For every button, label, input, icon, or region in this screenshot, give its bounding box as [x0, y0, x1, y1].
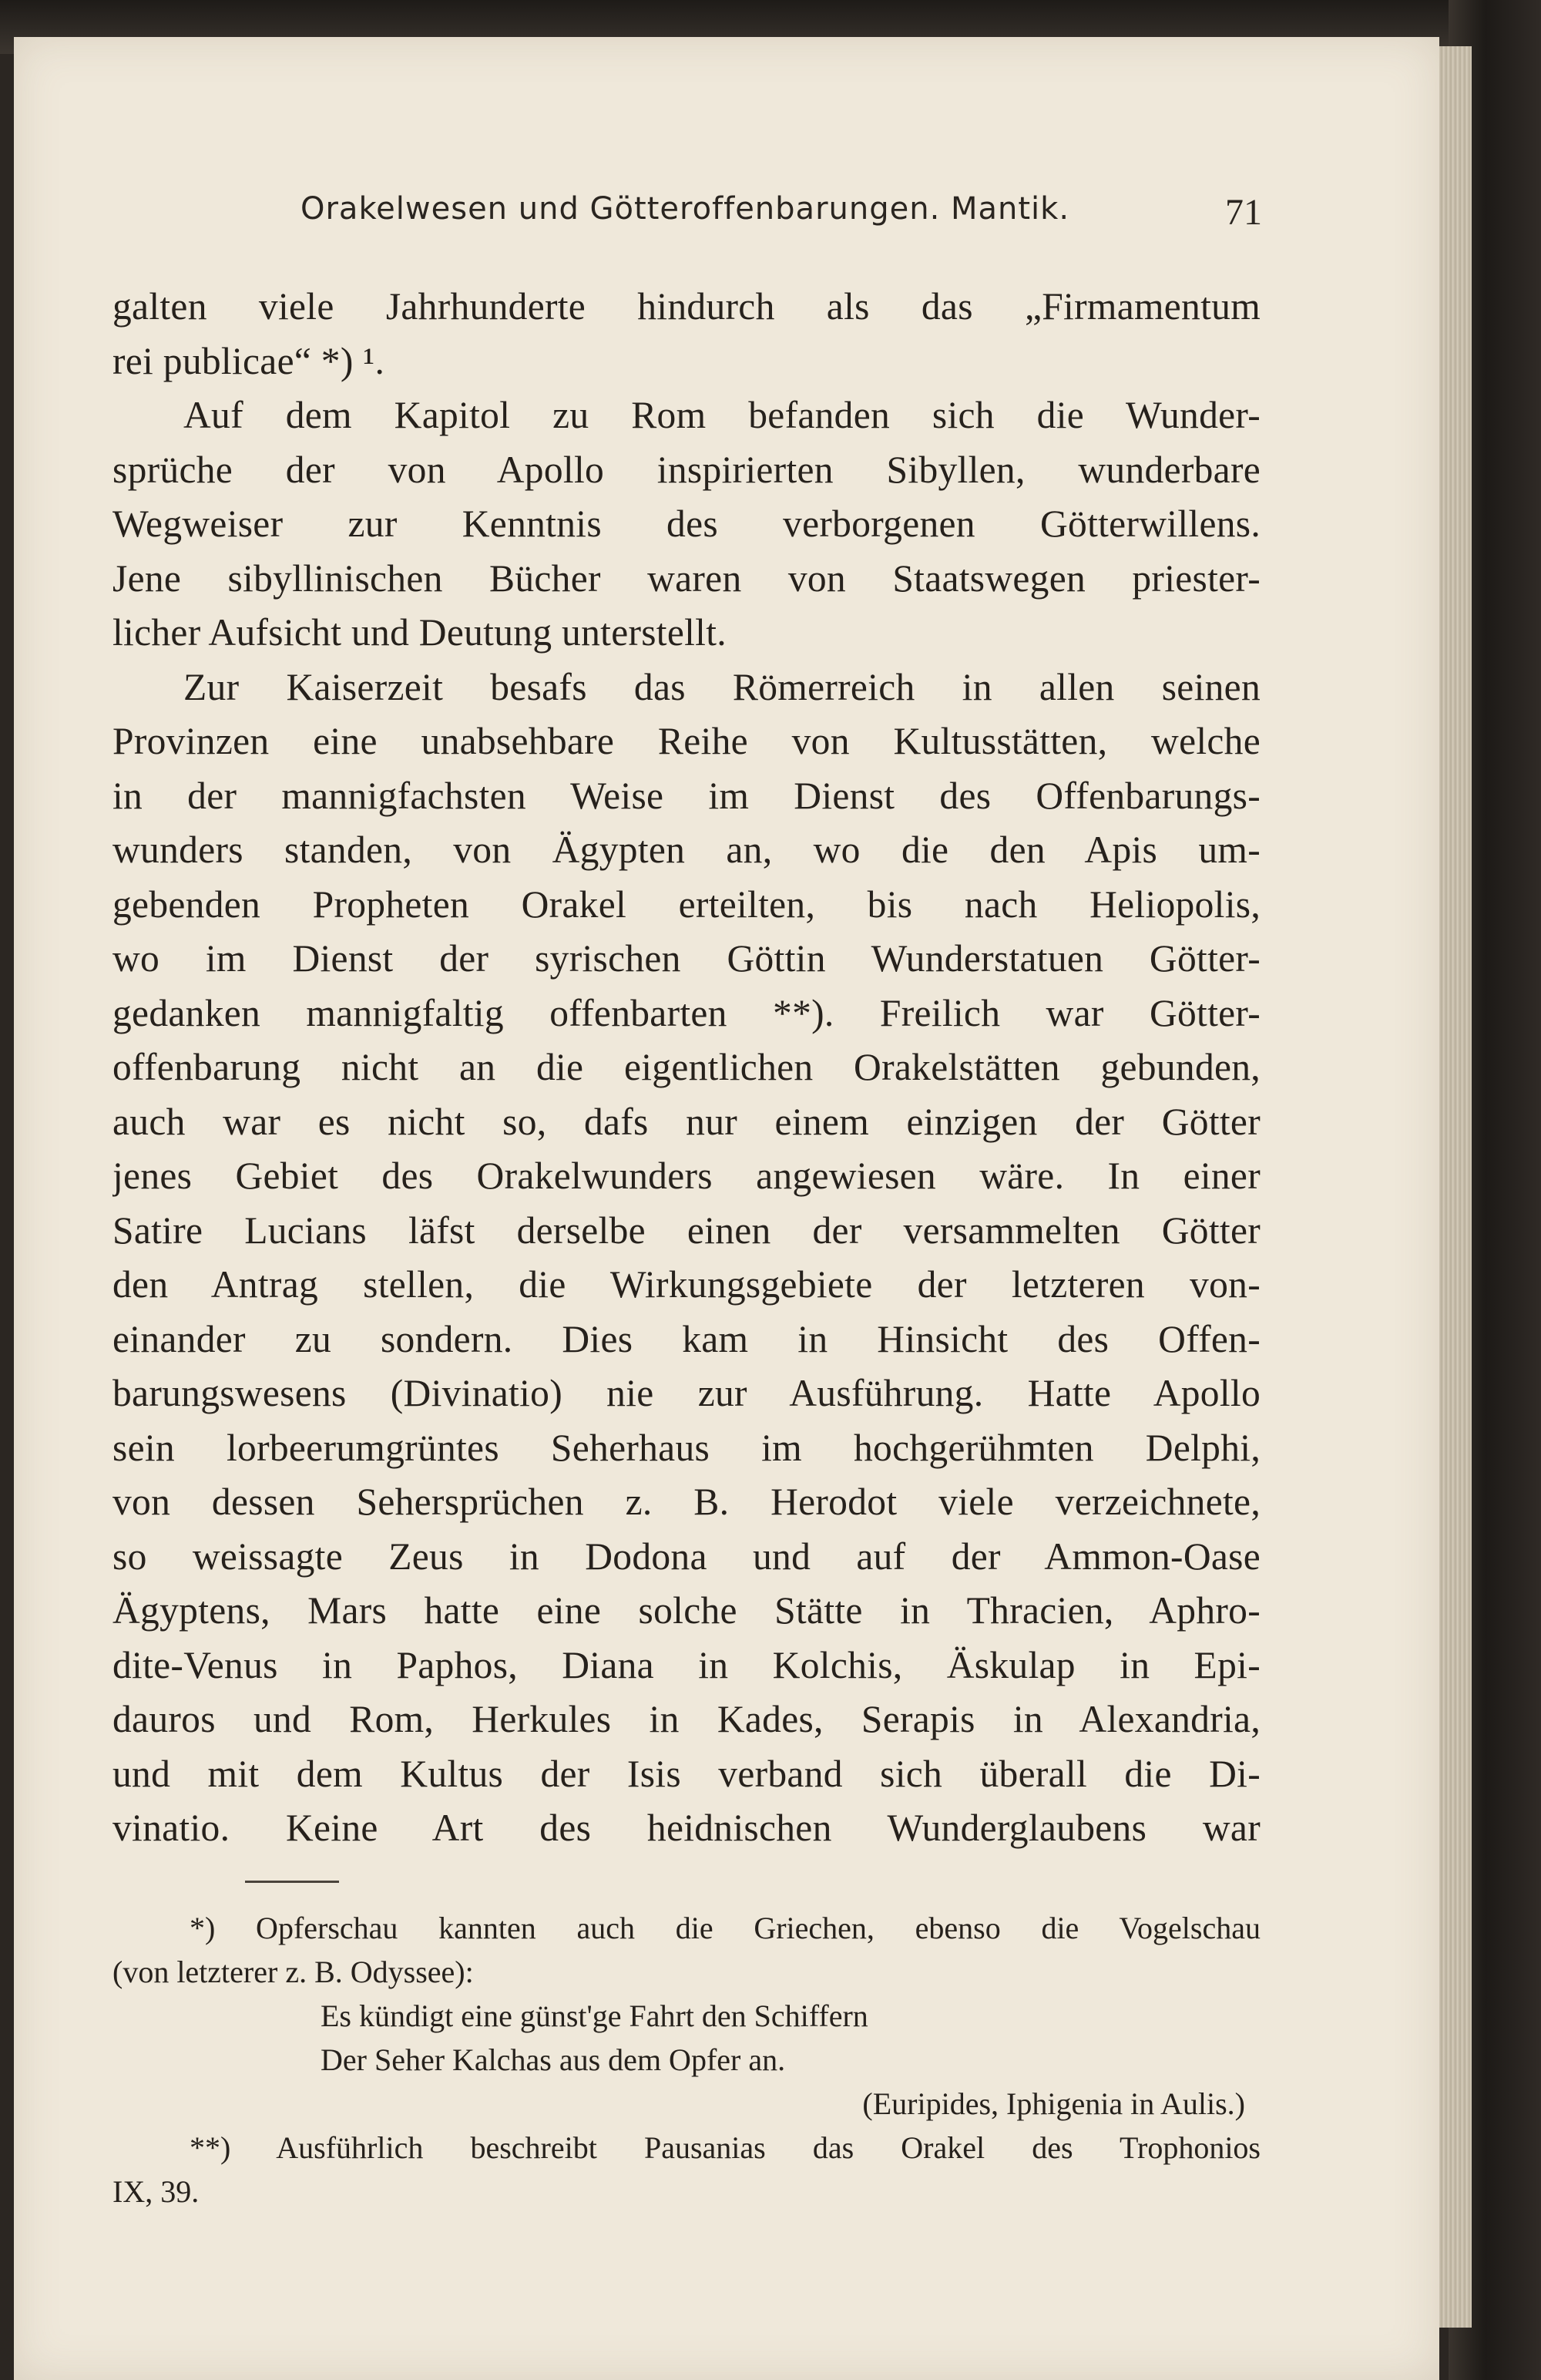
body-line: Zur Kaiserzeit besafs das Römerreich in allen seinen — [183, 665, 1261, 708]
body-line: wunders standen, von Ägypten an, wo die den Apis um- — [112, 829, 1261, 871]
body-line: dauros und Rom, Herkules in Kades, Serapis in Alexandria, — [112, 1698, 1261, 1740]
body-line: sein lorbeerumgrüntes Seherhaus im hochgerühmten Delphi, — [112, 1426, 1261, 1469]
footnote-verse-line-1: Es kündigt eine günst'ge Fahrt den Schiffern — [321, 1998, 868, 2033]
body-line: in der mannigfachsten Weise im Dienst des Offenbarungs- — [112, 774, 1261, 817]
body-line: von dessen Sehersprüchen z. B. Herodot viele verzeichnete, — [112, 1481, 1261, 1523]
body-line: licher Aufsicht und Deutung unterstellt. — [112, 611, 727, 654]
footnote-verse-line-2: Der Seher Kalchas aus dem Opfer an. — [321, 2042, 786, 2077]
footnote-1-line-1: *) Opferschau kannten auch die Griechen, ebenso die Vogelschau — [190, 1911, 1261, 1945]
body-line: Ägyptens, Mars hatte eine solche Stätte in Thracien, Aphro- — [112, 1589, 1261, 1632]
body-line: gedanken mannigfaltig offenbarten **). Freilich war Götter- — [112, 991, 1261, 1034]
page-number: 71 — [1225, 192, 1262, 233]
body-line: Auf dem Kapitol zu Rom befanden sich die Wunder- — [183, 394, 1261, 436]
body-line: Satire Lucians läfst derselbe einen der versammelten Götter — [112, 1208, 1261, 1252]
body-line: vinatio. Keine Art des heidnischen Wunderglaubens war — [112, 1807, 1261, 1849]
footnote-1-line-2: (von letzterer z. B. Odyssee): — [112, 1955, 474, 1989]
body-text — [112, 280, 1261, 1856]
body-line: gebenden Propheten Orakel erteilten, bis nach Heliopolis, — [112, 882, 1261, 926]
footnote-citation: (Euripides, Iphigenia in Aulis.) — [862, 2086, 1245, 2121]
body-line: jenes Gebiet des Orakelwunders angewiesen wäre. In einer — [112, 1155, 1261, 1197]
body-line: Jene sibyllinischen Bücher waren von Staatswegen priester- — [112, 556, 1261, 600]
body-line: auch war es nicht so, dafs nur einem einzigen der Götter — [112, 1100, 1261, 1143]
body-line: sprüche der von Apollo inspirierten Sibyllen, wunderbare — [112, 448, 1261, 491]
body-line: und mit dem Kultus der Isis verband sich überall die Di- — [112, 1752, 1261, 1795]
body-line: dite-Venus in Paphos, Diana in Kolchis, Äskulap in Epi- — [112, 1643, 1261, 1686]
footnote-2-line-2: IX, 39. — [112, 2174, 200, 2209]
body-line: offenbarung nicht an die eigentlichen Orakelstätten gebunden, — [112, 1046, 1261, 1088]
footnote-2-line-1: **) Ausführlich beschreibt Pausanias das Orakel des Trophonios — [190, 2130, 1261, 2165]
body-line: wo im Dienst der syrischen Göttin Wunderstatuen Götter- — [112, 937, 1261, 980]
body-line: den Antrag stellen, die Wirkungsgebiete der letzteren von- — [112, 1263, 1261, 1306]
running-header — [300, 191, 1262, 237]
book-page — [14, 37, 1439, 2380]
footnotes — [112, 1906, 1261, 2214]
body-line: barungswesens (Divinatio) nie zur Ausführung. Hatte Apollo — [112, 1372, 1261, 1414]
footnote-divider — [245, 1881, 339, 1883]
body-line: galten viele Jahrhunderte hindurch als das „Firmamentum — [112, 285, 1261, 328]
body-line: Wegweiser zur Kenntnis des verborgenen Götterwillens. — [112, 503, 1261, 545]
body-line: einander zu sondern. Dies kam in Hinsicht des Offen- — [112, 1317, 1261, 1360]
body-line: rei publicae“ *) ¹. — [112, 339, 385, 382]
body-line: Provinzen eine unabsehbare Reihe von Kultusstätten, welche — [112, 720, 1261, 762]
body-line: so weissagte Zeus in Dodona und auf der Ammon-Oase — [112, 1535, 1261, 1578]
running-header-title: Orakelwesen und Götteroffenbarungen. Mantik. — [300, 191, 1070, 227]
